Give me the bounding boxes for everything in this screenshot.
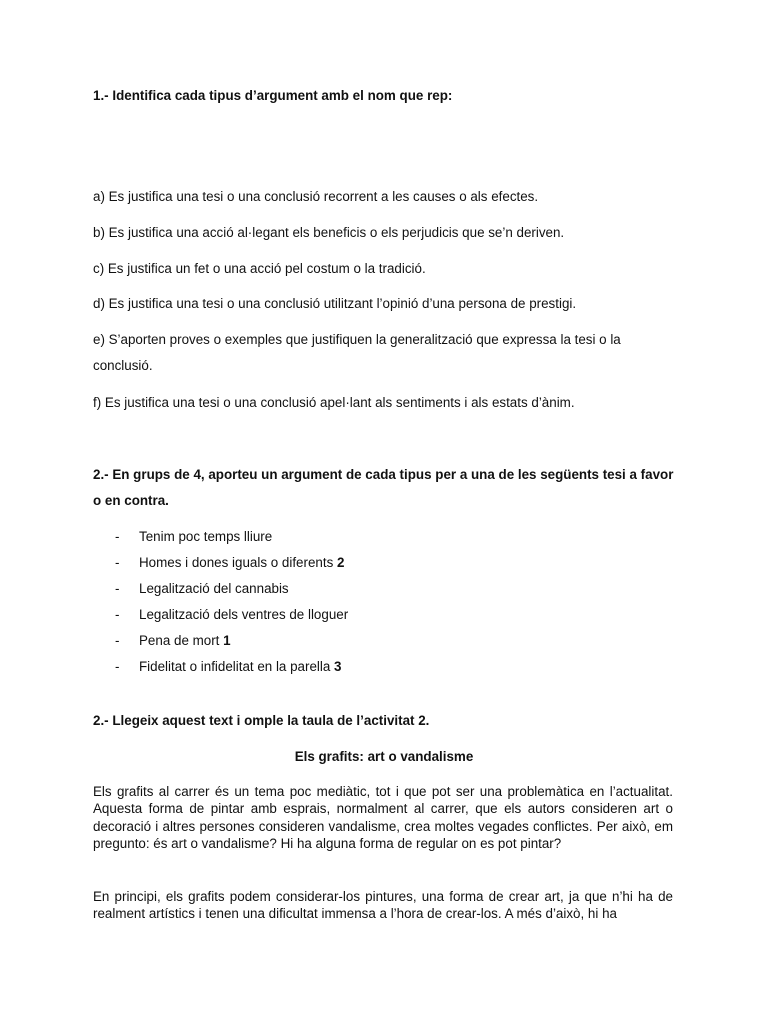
- article-title: Els grafits: art o vandalisme: [294, 749, 474, 764]
- group-number: 2: [337, 555, 345, 570]
- section3-heading: 2.- Llegeix aquest text i omple la taula de l’activitat 2.: [93, 713, 430, 728]
- dash-marker: -: [115, 633, 120, 648]
- list-item-text: Homes i dones iguals o diferents: [139, 555, 334, 570]
- list-item-text: Fidelitat o infidelitat en la parella: [139, 659, 331, 674]
- dash-marker: -: [115, 659, 120, 674]
- list-item-text: Legalització del cannabis: [139, 581, 289, 596]
- group-number: 1: [223, 633, 231, 648]
- argument-item-f: f) Es justifica una tesi o una conclusió apel·lant als sentiments i als estats d’ànim.: [93, 395, 575, 410]
- dash-marker: -: [115, 607, 120, 622]
- dash-marker: -: [115, 529, 120, 544]
- argument-item-c: c) Es justifica un fet o una acció pel costum o la tradició.: [93, 261, 426, 276]
- section2-heading: 2.- En grups de 4, aporteu un argument de cada tipus per a una de les següents tesi a favor o en contra.: [93, 467, 674, 508]
- list-item-text: Legalització dels ventres de lloguer: [139, 607, 349, 622]
- argument-item-b: b) Es justifica una acció al·legant els beneficis o els perjudicis que se’n deriven.: [93, 225, 565, 240]
- argument-item-e: e) S’aporten proves o exemples que justifiquen la generalització que expressa la tesi o la conclusió.: [93, 332, 621, 373]
- list-item-text: Pena de mort: [139, 633, 220, 648]
- group-number: 3: [334, 659, 342, 674]
- dash-marker: -: [115, 581, 120, 596]
- dash-marker: -: [115, 555, 120, 570]
- list-item-text: Tenim poc temps lliure: [139, 529, 273, 544]
- argument-item-d: d) Es justifica una tesi o una conclusió utilitzant l’opinió d’una persona de prestigi.: [93, 296, 577, 311]
- argument-item-a: a) Es justifica una tesi o una conclusió recorrent a les causes o als efectes.: [93, 189, 539, 204]
- article-paragraph-2: En principi, els grafits podem considerar-los pintures, una forma de crear art, ja que n’hi ha de realment artístics i tenen una dificultat immensa a l’hora de crear-los. A més d’això, hi ha: [93, 889, 673, 922]
- section1-heading: 1.- Identifica cada tipus d’argument amb el nom que rep:: [93, 88, 453, 103]
- article-paragraph-1: Els grafits al carrer és un tema poc mediàtic, tot i que pot ser una problemàtica en l’actualitat. Aquesta forma de pintar amb esprais, normalment al carrer, que els autors consideren art o decoració i altres persones consideren vandalisme, crea moltes vegades conflictes. Per això, em pregunto: és art o vandalisme? Hi ha alguna forma de regular on es pot pintar?: [93, 784, 673, 851]
